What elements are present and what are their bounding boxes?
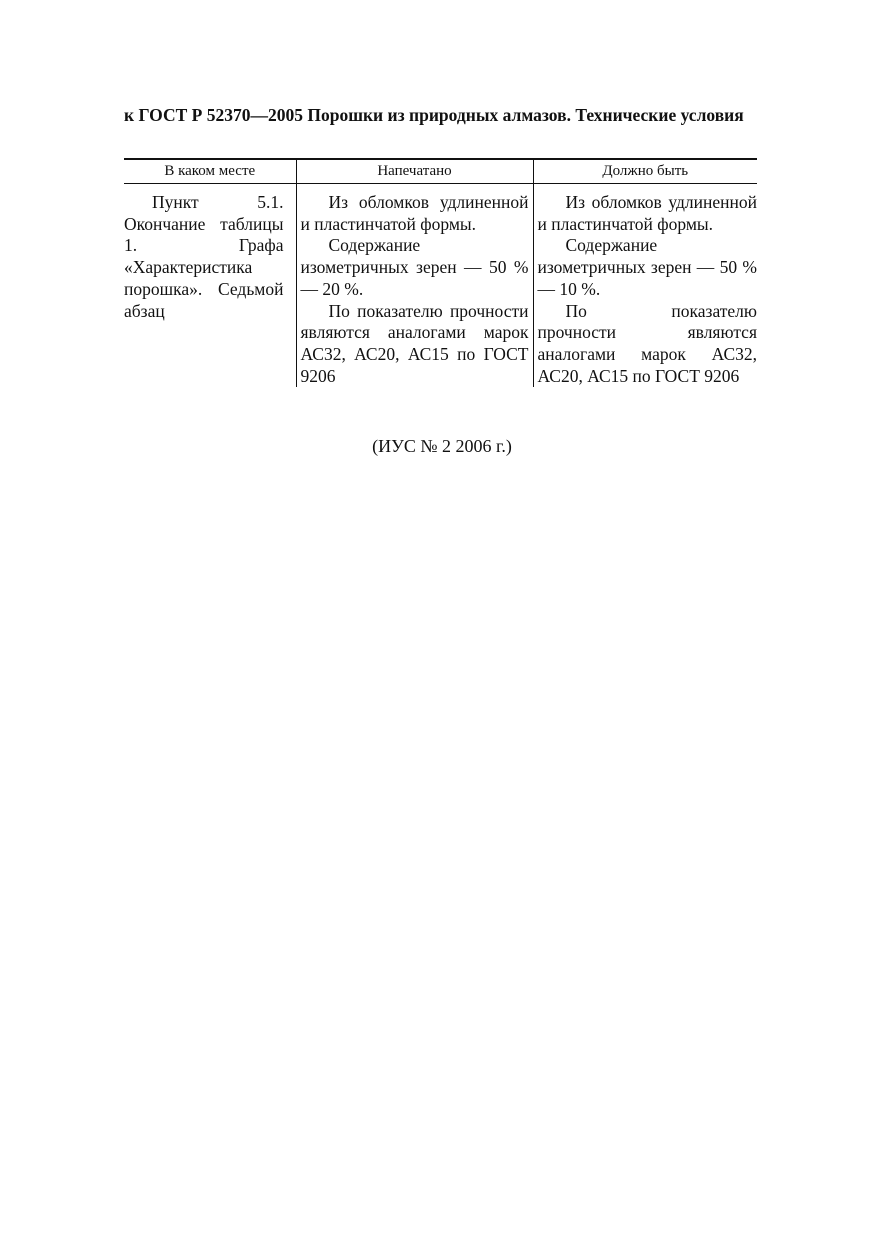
amendment-table bbox=[124, 158, 757, 387]
should-be-paragraph-2: Содержание изометричных зерен — 50 % — 10 %. bbox=[537, 235, 757, 299]
table-header-row bbox=[124, 159, 757, 184]
printed-cell bbox=[296, 184, 533, 388]
should-be-paragraph-3: По показателю прочности являются аналогами марок АС32, АС20, АС15 по ГОСТ 9206 bbox=[537, 300, 757, 386]
should-be-cell bbox=[533, 184, 757, 388]
source-reference: (ИУС № 2 2006 г.) bbox=[372, 436, 512, 456]
header-should-be: Должно быть bbox=[533, 159, 757, 184]
printed-paragraph-3: По показателю прочности являются аналогами марок АС32, АС20, АС15 по ГОСТ 9206 bbox=[300, 300, 529, 386]
table-row bbox=[124, 184, 757, 388]
printed-paragraph-2: Содержание изометричных зерен — 50 % — 20 %. bbox=[300, 235, 529, 299]
location-cell bbox=[124, 184, 296, 388]
header-printed: Напечатано bbox=[296, 159, 533, 184]
document-heading: к ГОСТ Р 52370—2005 Порошки из природных алмазов. Технические условия bbox=[124, 105, 744, 125]
printed-paragraph-1: Из обломков удлиненной и пластинчатой формы. bbox=[300, 192, 529, 234]
location-text: Пункт 5.1. Окончание таблицы 1. Графа «Характеристика порошка». Седьмой абзац bbox=[124, 192, 284, 321]
header-location: В каком месте bbox=[124, 159, 296, 184]
should-be-paragraph-1: Из обломков удлиненной и пластинчатой формы. bbox=[537, 192, 757, 234]
